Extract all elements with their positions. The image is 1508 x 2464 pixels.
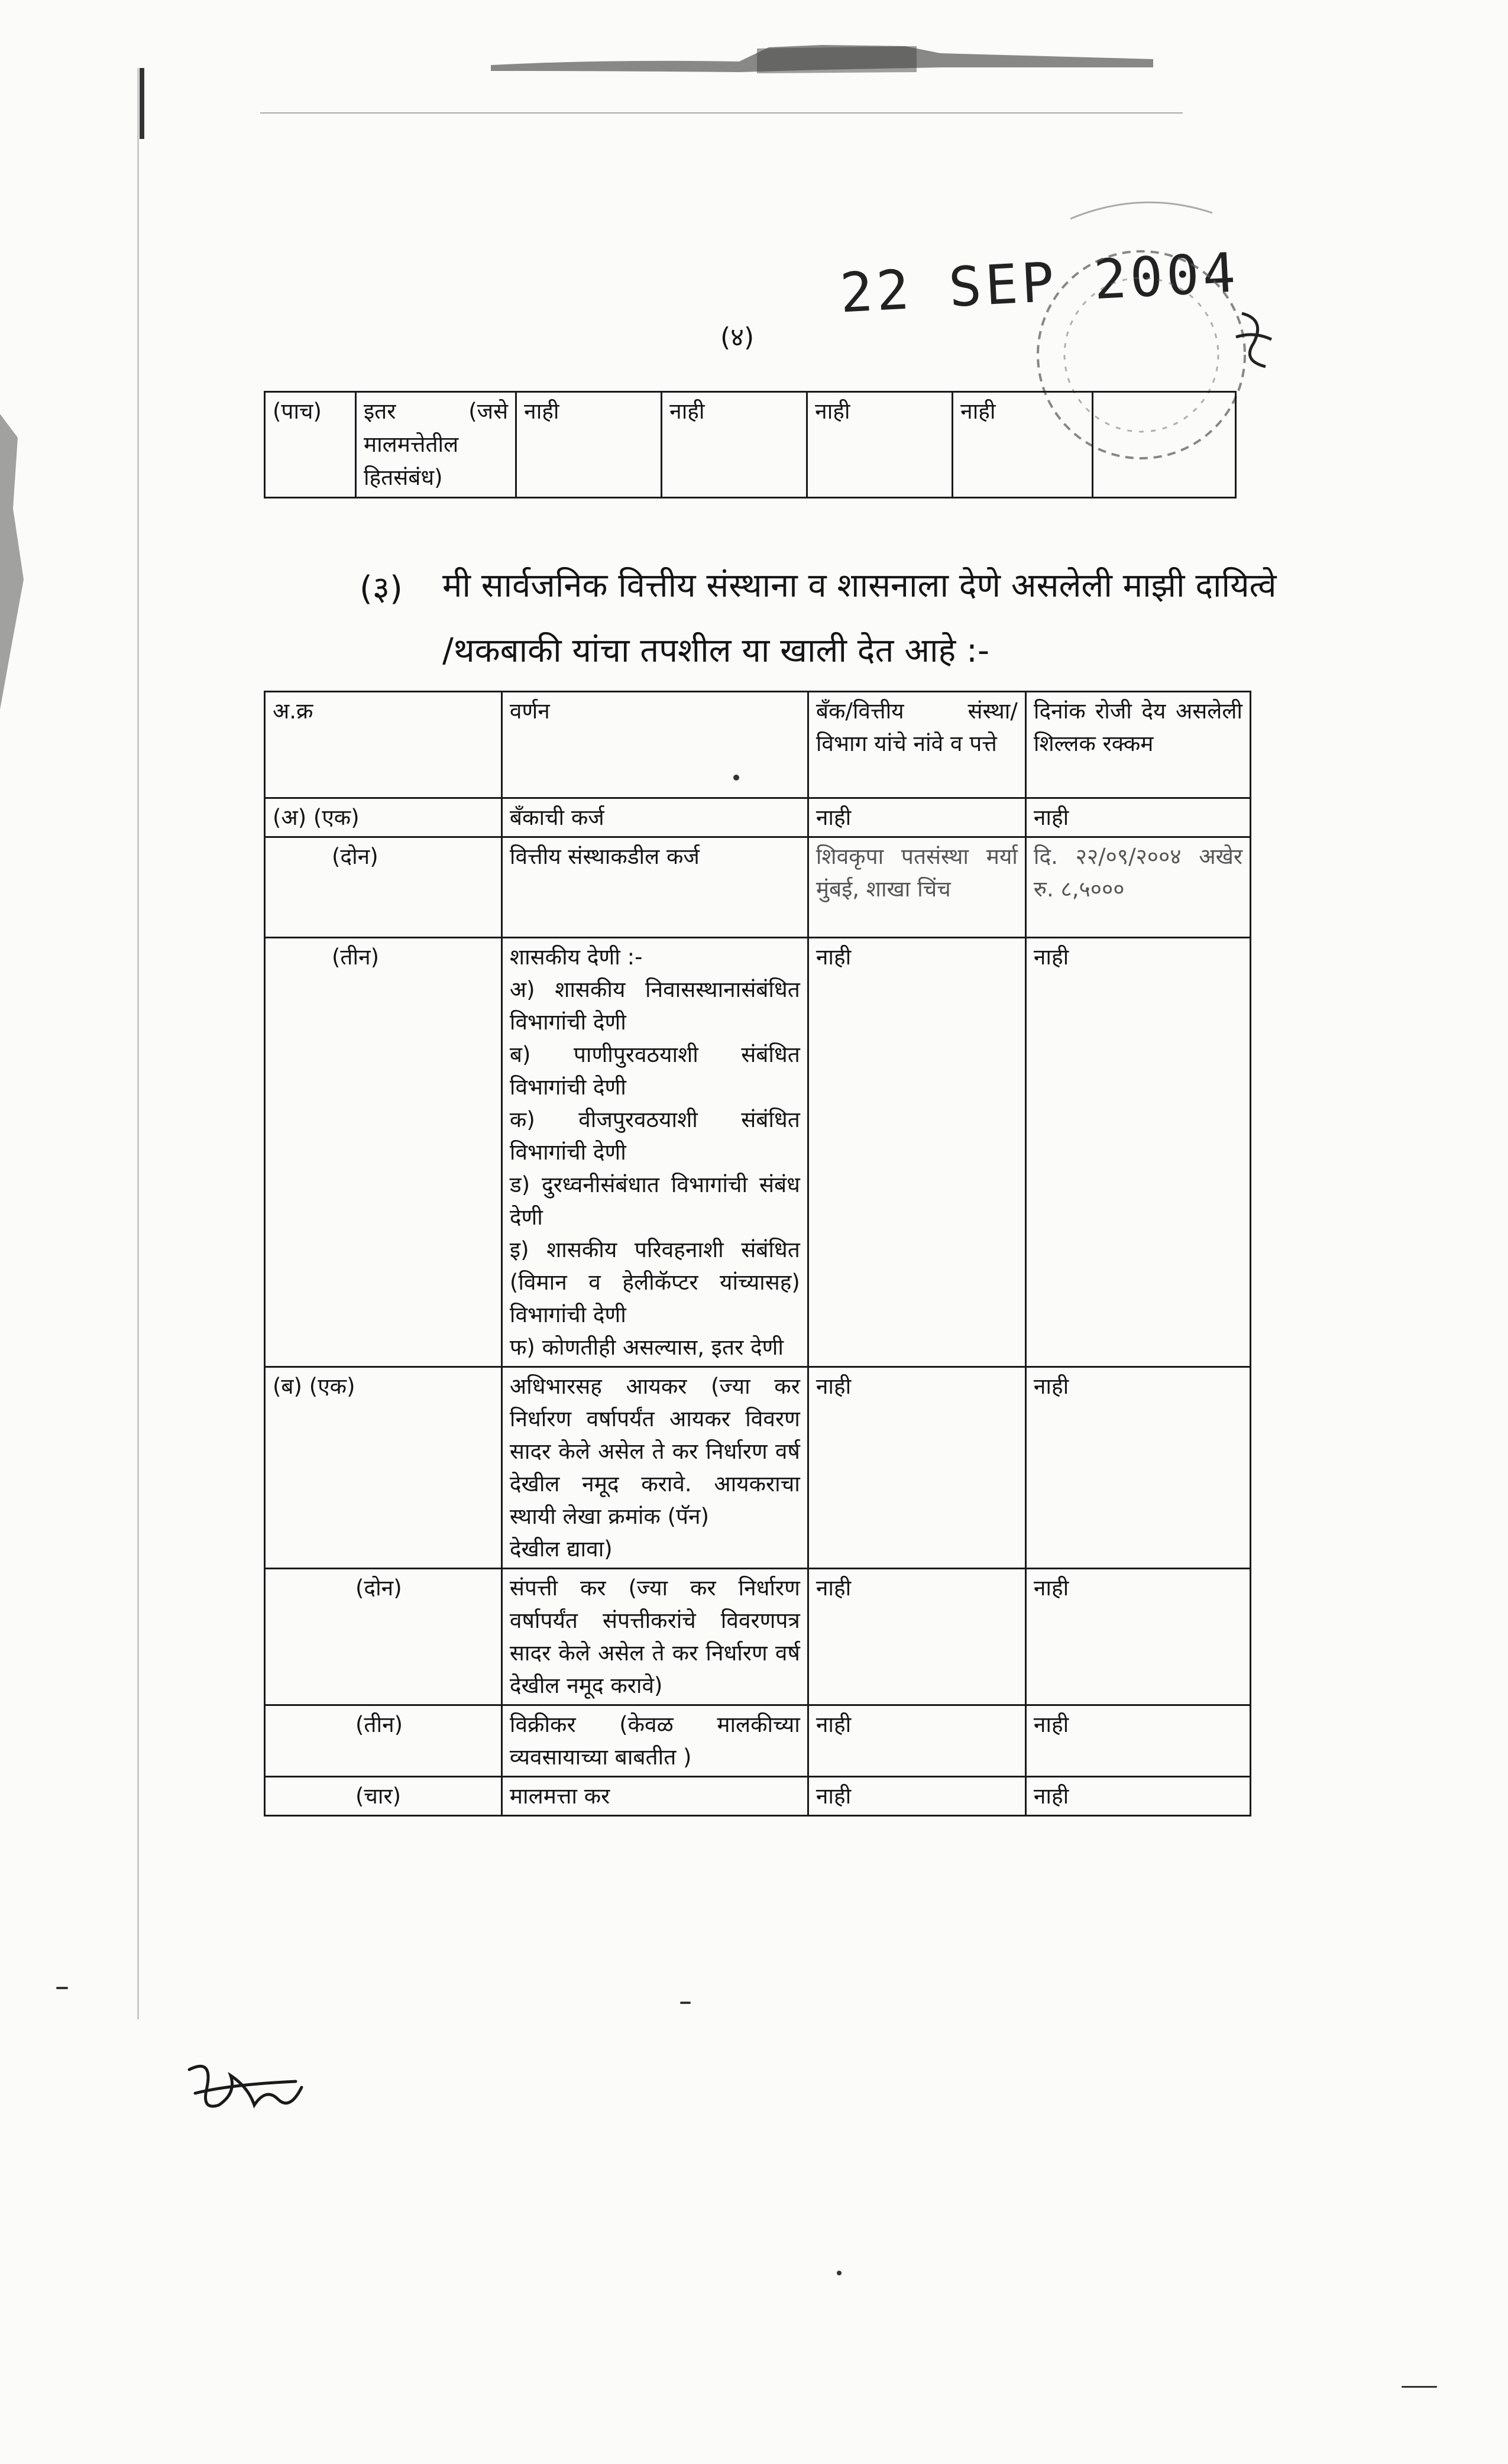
row-sr [265, 1777, 502, 1816]
row-sr-label: (चार) [355, 1783, 402, 1809]
row-institution: नाही [808, 1705, 1025, 1777]
row-balance: नाही [1025, 1569, 1250, 1705]
header-balance: दिनांक रोजी देय असलेली शिल्लक रक्कम [1025, 692, 1250, 798]
row-institution: नाही [808, 798, 1025, 837]
govt-dues-item: ब) पाणीपुरवठयाशी संबंधित विभागांची देणी [509, 1042, 800, 1100]
govt-dues-title: शासकीय देणी :- [509, 944, 643, 970]
table-row [265, 1569, 1251, 1705]
table-row [265, 1777, 1251, 1816]
row-description [501, 938, 808, 1367]
row-sr-label: (दोन) [332, 844, 378, 869]
scan-speck [56, 1987, 68, 1989]
row-description: बँकाची कर्ज [501, 798, 808, 837]
table-row [265, 1367, 1251, 1569]
row-sr: (अ) (एक) [265, 798, 502, 837]
scan-left-line [137, 68, 139, 2019]
scan-left-mark [140, 68, 144, 139]
row-institution: नाही [808, 1777, 1025, 1816]
govt-dues-item: क) वीजपुरवठयाशी संबंधित विभागांची देणी [509, 1107, 800, 1165]
row-institution: नाही [808, 1367, 1025, 1569]
govt-dues-item: फ) कोणतीही असल्यास, इतर देणी [509, 1335, 784, 1360]
header-institution: बँक/वित्तीय संस्था/ विभाग यांचे नांवे व पत्ते [808, 692, 1025, 798]
page-number: (४) [720, 322, 755, 352]
table-row [265, 938, 1251, 1367]
initials-mark-icon [1230, 302, 1277, 373]
assets-table-continued [264, 391, 1237, 498]
row-balance: नाही [1025, 1367, 1250, 1569]
scan-speck [1402, 2386, 1437, 2388]
scan-top-rule [260, 112, 1183, 114]
scan-top-strip [491, 41, 1153, 82]
scan-speck [733, 775, 739, 781]
row-sr-label: (तीन) [355, 1712, 403, 1737]
income-tax-tail: देखील द्यावा) [509, 1536, 613, 1562]
row-sr: (ब) (एक) [265, 1367, 502, 1569]
table-header-row [265, 692, 1251, 798]
cell-value: नाही [953, 392, 1093, 498]
row-sr [265, 1569, 502, 1705]
row-description: मालमत्ता कर [501, 1777, 808, 1816]
govt-dues-item: अ) शासकीय निवासस्थानासंबंधित विभागांची देणी [509, 977, 800, 1035]
row-description: इतर (जसे मालमत्तेतील हितसंबंध) [355, 392, 516, 498]
cell-value: नाही [516, 392, 662, 498]
govt-dues-item: इ) शासकीय परिवहनाशी संबंधित (विमान व हेलीकॅप्टर यांच्यासह) विभागांची देणी [509, 1237, 800, 1327]
table-row [265, 1705, 1251, 1777]
header-sr: अ.क्र [265, 692, 502, 798]
header-description: वर्णन [501, 692, 808, 798]
table-row [265, 392, 1236, 498]
row-balance: नाही [1025, 1705, 1250, 1777]
cell-value [1092, 392, 1235, 498]
row-balance: नाही [1025, 798, 1250, 837]
scan-speck [680, 2002, 691, 2004]
row-sr [265, 837, 502, 938]
section-number: (३) [360, 569, 403, 608]
cell-value: नाही [662, 392, 807, 498]
row-sr [265, 938, 502, 1367]
row-number: (पाच) [265, 392, 356, 498]
row-balance: नाही [1025, 1777, 1250, 1816]
scan-speck [837, 2271, 842, 2275]
scan-left-edge [0, 414, 41, 710]
row-description [501, 1367, 808, 1569]
section-heading-line2: /थकबाकी यांचा तपशील या खाली देत आहे :- [442, 632, 990, 670]
signature-icon [177, 2052, 313, 2123]
row-balance: नाही [1025, 938, 1250, 1367]
table-row [265, 798, 1251, 837]
row-sr [265, 1705, 502, 1777]
row-sr-label: (तीन) [332, 944, 380, 970]
received-stamp-date: 22 SEP 2004 [838, 241, 1241, 325]
row-balance: दि. २२/०९/२००४ अखेर रु. ८,५००० [1025, 837, 1250, 938]
row-description: विक्रीकर (केवळ मालकीच्या व्यवसायाच्या बाबतीत ) [501, 1705, 808, 1777]
row-sr-label: (दोन) [355, 1575, 402, 1601]
cell-value: नाही [807, 392, 953, 498]
table-row [265, 837, 1251, 938]
income-tax-text: अधिभारसह आयकर (ज्या कर निर्धारण वर्षापर्यंत आयकर विवरण सादर केले असेल ते कर निर्धारण वर्ष देखील नमूद करावे. आयकराचा स्थायी लेखा क्रमांक (पॅन) [509, 1374, 800, 1529]
section-heading-line1: मी सार्वजनिक वित्तीय संस्थाना व शासनाला देणे असलेली माझी दायित्वे [442, 566, 1277, 605]
row-institution: नाही [808, 1569, 1025, 1705]
row-institution: शिवकृपा पतसंस्था मर्या मुंबई, शाखा चिंच [808, 837, 1025, 938]
row-description: वित्तीय संस्थाकडील कर्ज [501, 837, 808, 938]
row-description: संपत्ती कर (ज्या कर निर्धारण वर्षापर्यंत संपत्तीकरांचे विवरणपत्र सादर केले असेल ते कर निर्धारण वर्ष देखील नमूद करावे) [501, 1569, 808, 1705]
govt-dues-item: ड) दुरध्वनीसंबंधात विभागांची संबंध देणी [509, 1172, 800, 1230]
liabilities-table [264, 691, 1251, 1817]
row-institution: नाही [808, 938, 1025, 1367]
